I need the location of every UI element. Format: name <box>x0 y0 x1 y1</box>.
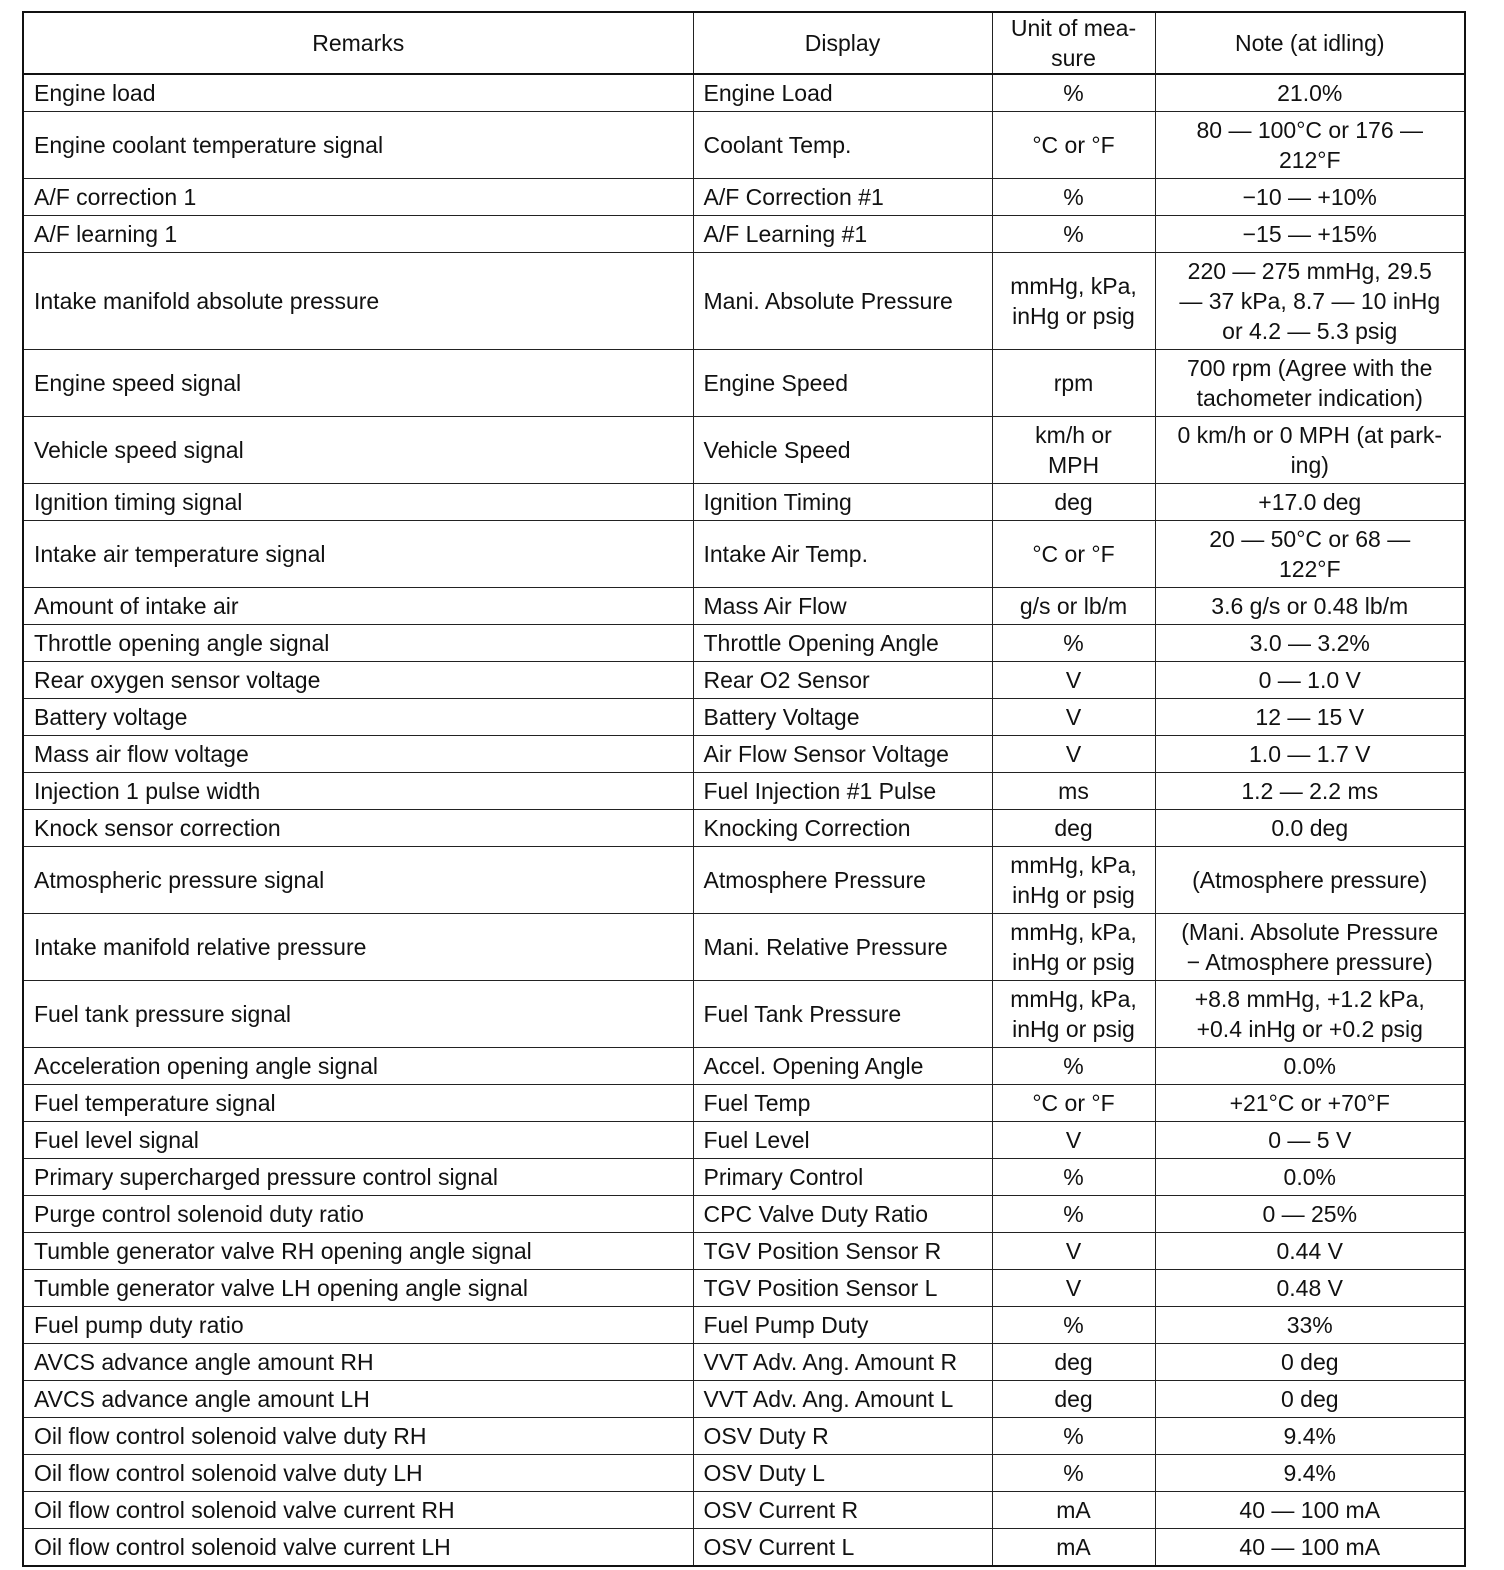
cell-unit: % <box>992 1418 1155 1455</box>
cell-unit: % <box>992 179 1155 216</box>
cell-note: 3.0 — 3.2% <box>1155 625 1465 662</box>
cell-remark: Fuel pump duty ratio <box>23 1307 693 1344</box>
cell-unit: km/h or MPH <box>992 417 1155 484</box>
cell-note: +21°C or +70°F <box>1155 1085 1465 1122</box>
cell-note: −15 — +15% <box>1155 216 1465 253</box>
cell-note: 0 deg <box>1155 1381 1465 1418</box>
table-row <box>23 1159 1465 1196</box>
cell-remark: Purge control solenoid duty ratio <box>23 1196 693 1233</box>
cell-display: TGV Position Sensor L <box>693 1270 992 1307</box>
cell-remark: Oil flow control solenoid valve duty RH <box>23 1418 693 1455</box>
cell-remark: Engine load <box>23 74 693 112</box>
table-row <box>23 847 1465 914</box>
cell-display: OSV Duty R <box>693 1418 992 1455</box>
cell-remark: Knock sensor correction <box>23 810 693 847</box>
cell-note: 0 km/h or 0 MPH (at park- ing) <box>1155 417 1465 484</box>
cell-unit: deg <box>992 484 1155 521</box>
header-remarks: Remarks <box>23 12 693 74</box>
table-row <box>23 253 1465 350</box>
cell-display: OSV Current L <box>693 1529 992 1567</box>
cell-note: 700 rpm (Agree with the tachometer indication) <box>1155 350 1465 417</box>
header-note: Note (at idling) <box>1155 12 1465 74</box>
cell-remark: Intake manifold absolute pressure <box>23 253 693 350</box>
cell-unit: V <box>992 736 1155 773</box>
table-row <box>23 1270 1465 1307</box>
table-row <box>23 625 1465 662</box>
cell-unit: mmHg, kPa, inHg or psig <box>992 914 1155 981</box>
cell-display: Fuel Temp <box>693 1085 992 1122</box>
table-row <box>23 1085 1465 1122</box>
table-row <box>23 773 1465 810</box>
cell-remark: A/F correction 1 <box>23 179 693 216</box>
cell-remark: Ignition timing signal <box>23 484 693 521</box>
cell-unit: mA <box>992 1492 1155 1529</box>
table-row <box>23 1381 1465 1418</box>
cell-display: Air Flow Sensor Voltage <box>693 736 992 773</box>
cell-note: 21.0% <box>1155 74 1465 112</box>
cell-remark: Fuel temperature signal <box>23 1085 693 1122</box>
cell-note: 12 — 15 V <box>1155 699 1465 736</box>
header-display: Display <box>693 12 992 74</box>
cell-remark: A/F learning 1 <box>23 216 693 253</box>
table-row <box>23 736 1465 773</box>
cell-note: 220 — 275 mmHg, 29.5 — 37 kPa, 8.7 — 10 inHg or 4.2 — 5.3 psig <box>1155 253 1465 350</box>
table-row <box>23 1196 1465 1233</box>
cell-unit: % <box>992 74 1155 112</box>
table-row <box>23 1455 1465 1492</box>
cell-note: 20 — 50°C or 68 — 122°F <box>1155 521 1465 588</box>
cell-unit: % <box>992 1159 1155 1196</box>
cell-display: Engine Load <box>693 74 992 112</box>
cell-unit: deg <box>992 810 1155 847</box>
cell-remark: Vehicle speed signal <box>23 417 693 484</box>
cell-remark: AVCS advance angle amount RH <box>23 1344 693 1381</box>
table-row <box>23 1233 1465 1270</box>
table-row <box>23 1344 1465 1381</box>
cell-display: Fuel Tank Pressure <box>693 981 992 1048</box>
table-row <box>23 179 1465 216</box>
cell-note: (Mani. Absolute Pressure − Atmosphere pressure) <box>1155 914 1465 981</box>
table-row <box>23 484 1465 521</box>
cell-note: 0.0% <box>1155 1048 1465 1085</box>
cell-remark: Injection 1 pulse width <box>23 773 693 810</box>
cell-remark: Oil flow control solenoid valve current RH <box>23 1492 693 1529</box>
cell-remark: Atmospheric pressure signal <box>23 847 693 914</box>
table-row <box>23 1418 1465 1455</box>
cell-unit: g/s or lb/m <box>992 588 1155 625</box>
cell-unit: deg <box>992 1381 1155 1418</box>
cell-note: 0 deg <box>1155 1344 1465 1381</box>
table-row <box>23 1122 1465 1159</box>
cell-display: Intake Air Temp. <box>693 521 992 588</box>
cell-remark: Fuel level signal <box>23 1122 693 1159</box>
cell-display: OSV Current R <box>693 1492 992 1529</box>
cell-unit: % <box>992 1048 1155 1085</box>
cell-unit: ms <box>992 773 1155 810</box>
cell-display: A/F Correction #1 <box>693 179 992 216</box>
cell-unit: mmHg, kPa, inHg or psig <box>992 981 1155 1048</box>
cell-note: 40 — 100 mA <box>1155 1529 1465 1567</box>
cell-unit: % <box>992 625 1155 662</box>
cell-display: Battery Voltage <box>693 699 992 736</box>
table-row <box>23 521 1465 588</box>
cell-unit: V <box>992 662 1155 699</box>
cell-unit: V <box>992 699 1155 736</box>
cell-note: 40 — 100 mA <box>1155 1492 1465 1529</box>
cell-remark: Mass air flow voltage <box>23 736 693 773</box>
cell-remark: Engine coolant temperature signal <box>23 112 693 179</box>
cell-display: Accel. Opening Angle <box>693 1048 992 1085</box>
cell-unit: % <box>992 1455 1155 1492</box>
cell-display: Coolant Temp. <box>693 112 992 179</box>
cell-display: Throttle Opening Angle <box>693 625 992 662</box>
cell-display: TGV Position Sensor R <box>693 1233 992 1270</box>
cell-unit: V <box>992 1122 1155 1159</box>
table-row <box>23 981 1465 1048</box>
table-row <box>23 699 1465 736</box>
cell-display: Mani. Relative Pressure <box>693 914 992 981</box>
cell-display: OSV Duty L <box>693 1455 992 1492</box>
cell-remark: Amount of intake air <box>23 588 693 625</box>
cell-unit: mA <box>992 1529 1155 1567</box>
cell-unit: rpm <box>992 350 1155 417</box>
cell-display: Knocking Correction <box>693 810 992 847</box>
cell-remark: Acceleration opening angle signal <box>23 1048 693 1085</box>
cell-unit: mmHg, kPa, inHg or psig <box>992 253 1155 350</box>
cell-display: Engine Speed <box>693 350 992 417</box>
cell-remark: Intake manifold relative pressure <box>23 914 693 981</box>
cell-note: 80 — 100°C or 176 — 212°F <box>1155 112 1465 179</box>
table-row <box>23 74 1465 112</box>
cell-unit: % <box>992 1196 1155 1233</box>
cell-note: 0 — 1.0 V <box>1155 662 1465 699</box>
cell-display: Atmosphere Pressure <box>693 847 992 914</box>
cell-note: +17.0 deg <box>1155 484 1465 521</box>
cell-unit: mmHg, kPa, inHg or psig <box>992 847 1155 914</box>
table-row <box>23 810 1465 847</box>
cell-unit: °C or °F <box>992 521 1155 588</box>
cell-note: 0 — 5 V <box>1155 1122 1465 1159</box>
cell-note: 0.0% <box>1155 1159 1465 1196</box>
table-body <box>23 74 1465 1566</box>
cell-note: 0.0 deg <box>1155 810 1465 847</box>
table-row <box>23 1492 1465 1529</box>
table-row <box>23 112 1465 179</box>
table-row <box>23 914 1465 981</box>
cell-note: 0.44 V <box>1155 1233 1465 1270</box>
cell-display: Fuel Injection #1 Pulse <box>693 773 992 810</box>
table-row <box>23 350 1465 417</box>
cell-unit: °C or °F <box>992 112 1155 179</box>
cell-display: VVT Adv. Ang. Amount R <box>693 1344 992 1381</box>
cell-note: 9.4% <box>1155 1455 1465 1492</box>
cell-display: A/F Learning #1 <box>693 216 992 253</box>
cell-display: Mass Air Flow <box>693 588 992 625</box>
cell-display: Mani. Absolute Pressure <box>693 253 992 350</box>
cell-remark: Oil flow control solenoid valve current LH <box>23 1529 693 1567</box>
cell-remark: Oil flow control solenoid valve duty LH <box>23 1455 693 1492</box>
cell-display: Primary Control <box>693 1159 992 1196</box>
cell-note: (Atmosphere pressure) <box>1155 847 1465 914</box>
table-row <box>23 1307 1465 1344</box>
table-row <box>23 1048 1465 1085</box>
table-row <box>23 216 1465 253</box>
cell-note: 0 — 25% <box>1155 1196 1465 1233</box>
cell-note: 9.4% <box>1155 1418 1465 1455</box>
cell-remark: Tumble generator valve RH opening angle signal <box>23 1233 693 1270</box>
cell-remark: AVCS advance angle amount LH <box>23 1381 693 1418</box>
cell-remark: Tumble generator valve LH opening angle signal <box>23 1270 693 1307</box>
table-header <box>23 12 1465 74</box>
cell-unit: V <box>992 1270 1155 1307</box>
cell-display: Ignition Timing <box>693 484 992 521</box>
cell-remark: Throttle opening angle signal <box>23 625 693 662</box>
cell-remark: Fuel tank pressure signal <box>23 981 693 1048</box>
cell-unit: % <box>992 1307 1155 1344</box>
cell-remark: Rear oxygen sensor voltage <box>23 662 693 699</box>
header-row <box>23 12 1465 74</box>
table-row <box>23 1529 1465 1567</box>
cell-unit: % <box>992 216 1155 253</box>
header-unit: Unit of mea- sure <box>992 12 1155 74</box>
cell-unit: V <box>992 1233 1155 1270</box>
cell-display: Fuel Level <box>693 1122 992 1159</box>
cell-note: +8.8 mmHg, +1.2 kPa, +0.4 inHg or +0.2 psig <box>1155 981 1465 1048</box>
cell-display: Vehicle Speed <box>693 417 992 484</box>
cell-remark: Primary supercharged pressure control signal <box>23 1159 693 1196</box>
cell-display: CPC Valve Duty Ratio <box>693 1196 992 1233</box>
cell-note: 3.6 g/s or 0.48 lb/m <box>1155 588 1465 625</box>
cell-display: VVT Adv. Ang. Amount L <box>693 1381 992 1418</box>
cell-remark: Engine speed signal <box>23 350 693 417</box>
cell-note: 1.2 — 2.2 ms <box>1155 773 1465 810</box>
table-row <box>23 417 1465 484</box>
cell-note: 0.48 V <box>1155 1270 1465 1307</box>
table-row <box>23 662 1465 699</box>
data-monitor-sheet <box>22 11 1464 1567</box>
cell-remark: Battery voltage <box>23 699 693 736</box>
cell-note: 1.0 — 1.7 V <box>1155 736 1465 773</box>
cell-unit: °C or °F <box>992 1085 1155 1122</box>
cell-note: −10 — +10% <box>1155 179 1465 216</box>
cell-display: Rear O2 Sensor <box>693 662 992 699</box>
cell-note: 33% <box>1155 1307 1465 1344</box>
data-monitor-table <box>22 11 1466 1567</box>
cell-display: Fuel Pump Duty <box>693 1307 992 1344</box>
cell-remark: Intake air temperature signal <box>23 521 693 588</box>
table-row <box>23 588 1465 625</box>
cell-unit: deg <box>992 1344 1155 1381</box>
